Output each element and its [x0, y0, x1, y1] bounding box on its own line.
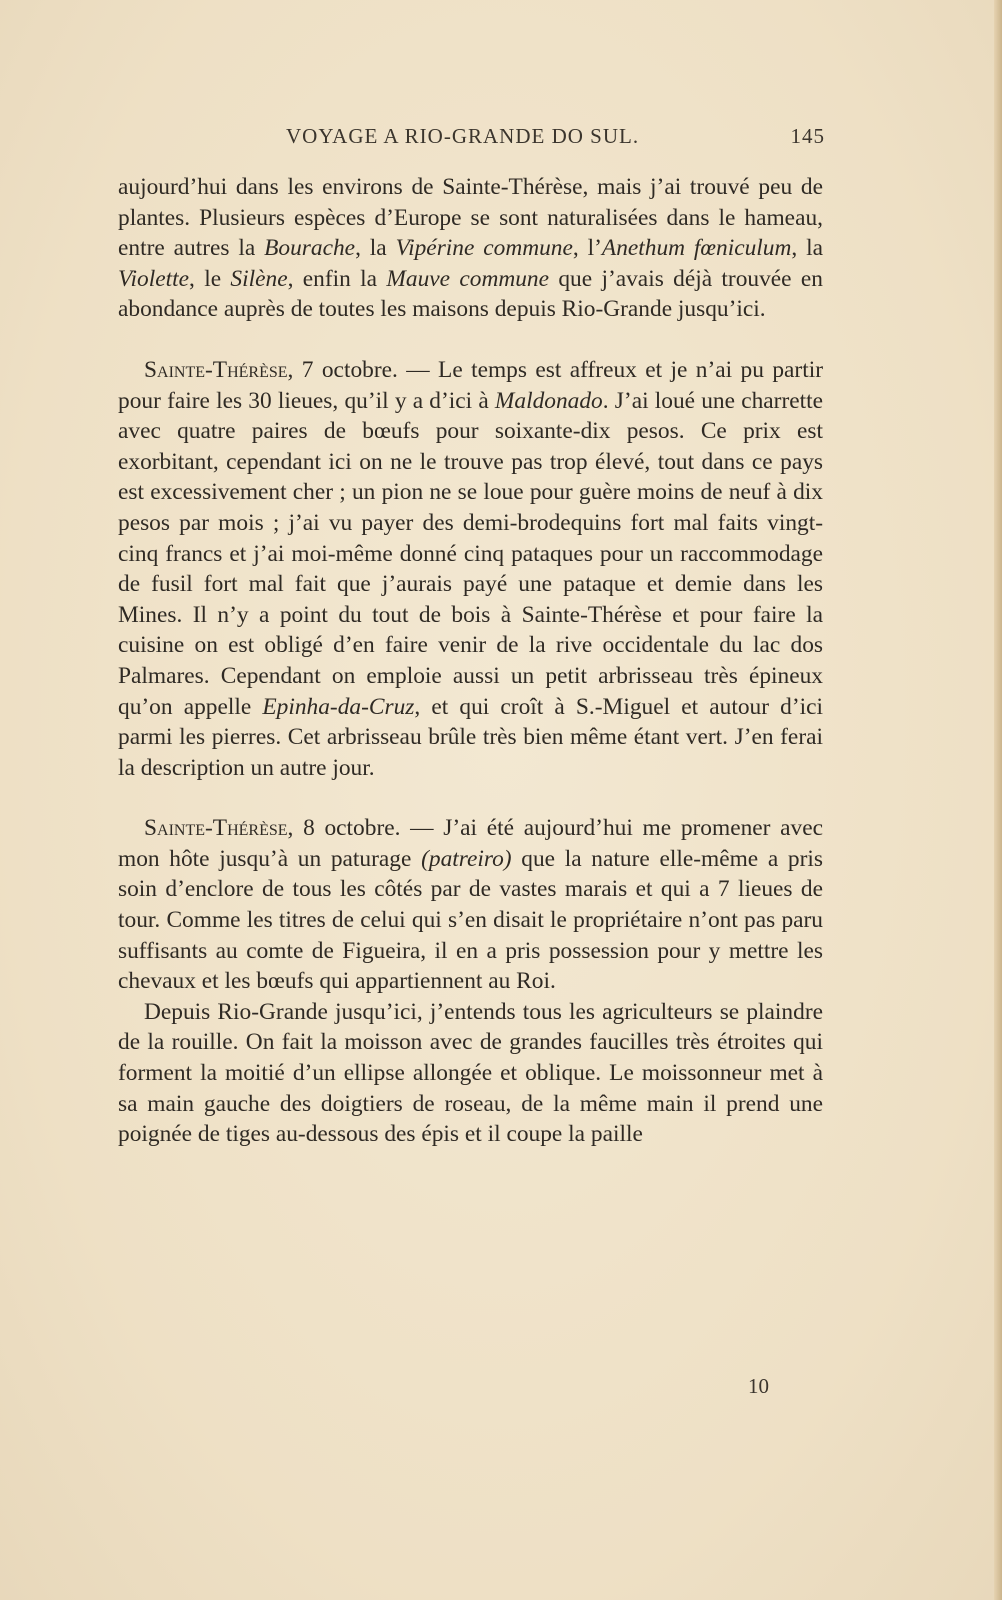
text-span: , et qui croît à S.-Miguel et autour d’ici parmi les pierres. Cet arbrisseau brûle très bien même étant vert. J’en ferai la description un autre jour. — [118, 693, 823, 781]
running-head — [118, 124, 825, 154]
text-span: , la — [355, 235, 396, 262]
page-edge — [994, 0, 1002, 1600]
italic-term: Epinha-da-Cruz — [262, 693, 415, 720]
italic-term: Violette — [118, 265, 190, 292]
text-span: , le — [189, 265, 231, 292]
text-span: que la nature elle-même a pris soin d’enclore de tous les côtés par de vastes marais et qui a 7 lieues de tour. Comme les titres de celui qui s’en disait le propriétaire n’ont pas paru suffisants au comte de Figueira, il en a pris possession pour y mettre les chevaux et les bœufs qui appartiennent au Roi. — [118, 845, 823, 995]
page-number: 145 — [790, 124, 825, 148]
italic-term: Silène — [230, 265, 288, 292]
entry-place: Sainte-Thérèse — [144, 356, 288, 383]
journal-entry-8-october — [118, 813, 823, 997]
italic-term: Bourache — [264, 235, 356, 262]
text-span: , la — [791, 235, 823, 262]
journal-entry-7-october — [118, 355, 823, 783]
text-span: , l’ — [572, 235, 602, 262]
text-span: , enfin la — [287, 265, 387, 292]
italic-term: Mauve commune — [386, 265, 549, 292]
text-span: , 8 octobre. — J’ai été aujourd’hui me promener avec mon hôte jusqu’à un paturage — [118, 815, 823, 872]
main-text — [118, 172, 823, 1150]
italic-term: (patreiro) — [421, 845, 512, 872]
italic-term: Vipérine commune — [395, 235, 573, 262]
paragraph-1 — [118, 172, 823, 325]
italic-term: Anethum fœniculum — [601, 235, 792, 262]
paragraph-harvest: Depuis Rio-Grande jusqu’ici, j’entends tous les agriculteurs se plaindre de la rouille. On fait la moisson avec de grandes faucilles très étroites qui forment la moitié d’un ellipse allongée et oblique. Le moissonneur met à sa main gauche des doigtiers de roseau, de la même main il prend une poignée de tiges au-dessous des épis et il coupe la paille — [118, 998, 823, 1148]
text-span: aujourd’hui dans les environs de Sainte-Thérèse, mais j’ai trouvé peu de plantes. Plusieurs espèces d’Europe se sont naturalisées dans le hameau, entre autres la — [118, 174, 823, 262]
text-span: que j’avais déjà trouvée en abondance auprès de toutes les maisons depuis Rio-Grande jusqu’ici. — [118, 265, 823, 323]
signature-mark: 10 — [748, 1374, 769, 1398]
text-span: . J’ai loué une charrette avec quatre paires de bœufs pour soixante-dix pesos. Ce prix est exorbitant, cependant ici on ne le trouve pas trop élevé, tout dans ce pays est excessivement cher ; un pion ne se loue pour guère moins de neuf à dix pesos par mois ; j’ai vu payer des demi-brodequins fort mal faits vingt-cinq francs et j’ai moi-même donné cinq pataques pour un raccommodage de fusil fort mal fait que j’aurais payé une pataque et demie dans les Mines. Il n’y a point du tout de bois à Sainte-Thérèse et pour faire la cuisine on est obligé d’en faire venir de la rive occidentale du lac dos Palmares. Cependant on emploie aussi un petit arbrisseau très épineux qu’on appelle — [118, 387, 823, 720]
entry-place: Sainte-Thérèse — [144, 815, 288, 842]
text-span: , 7 octobre. — Le temps est affreux et je n’ai pu partir pour faire les 30 lieues, qu’il y a d’ici à — [118, 356, 823, 414]
italic-place: Maldonado — [494, 387, 603, 414]
running-title: VOYAGE A RIO-GRANDE DO SUL. — [286, 124, 640, 148]
